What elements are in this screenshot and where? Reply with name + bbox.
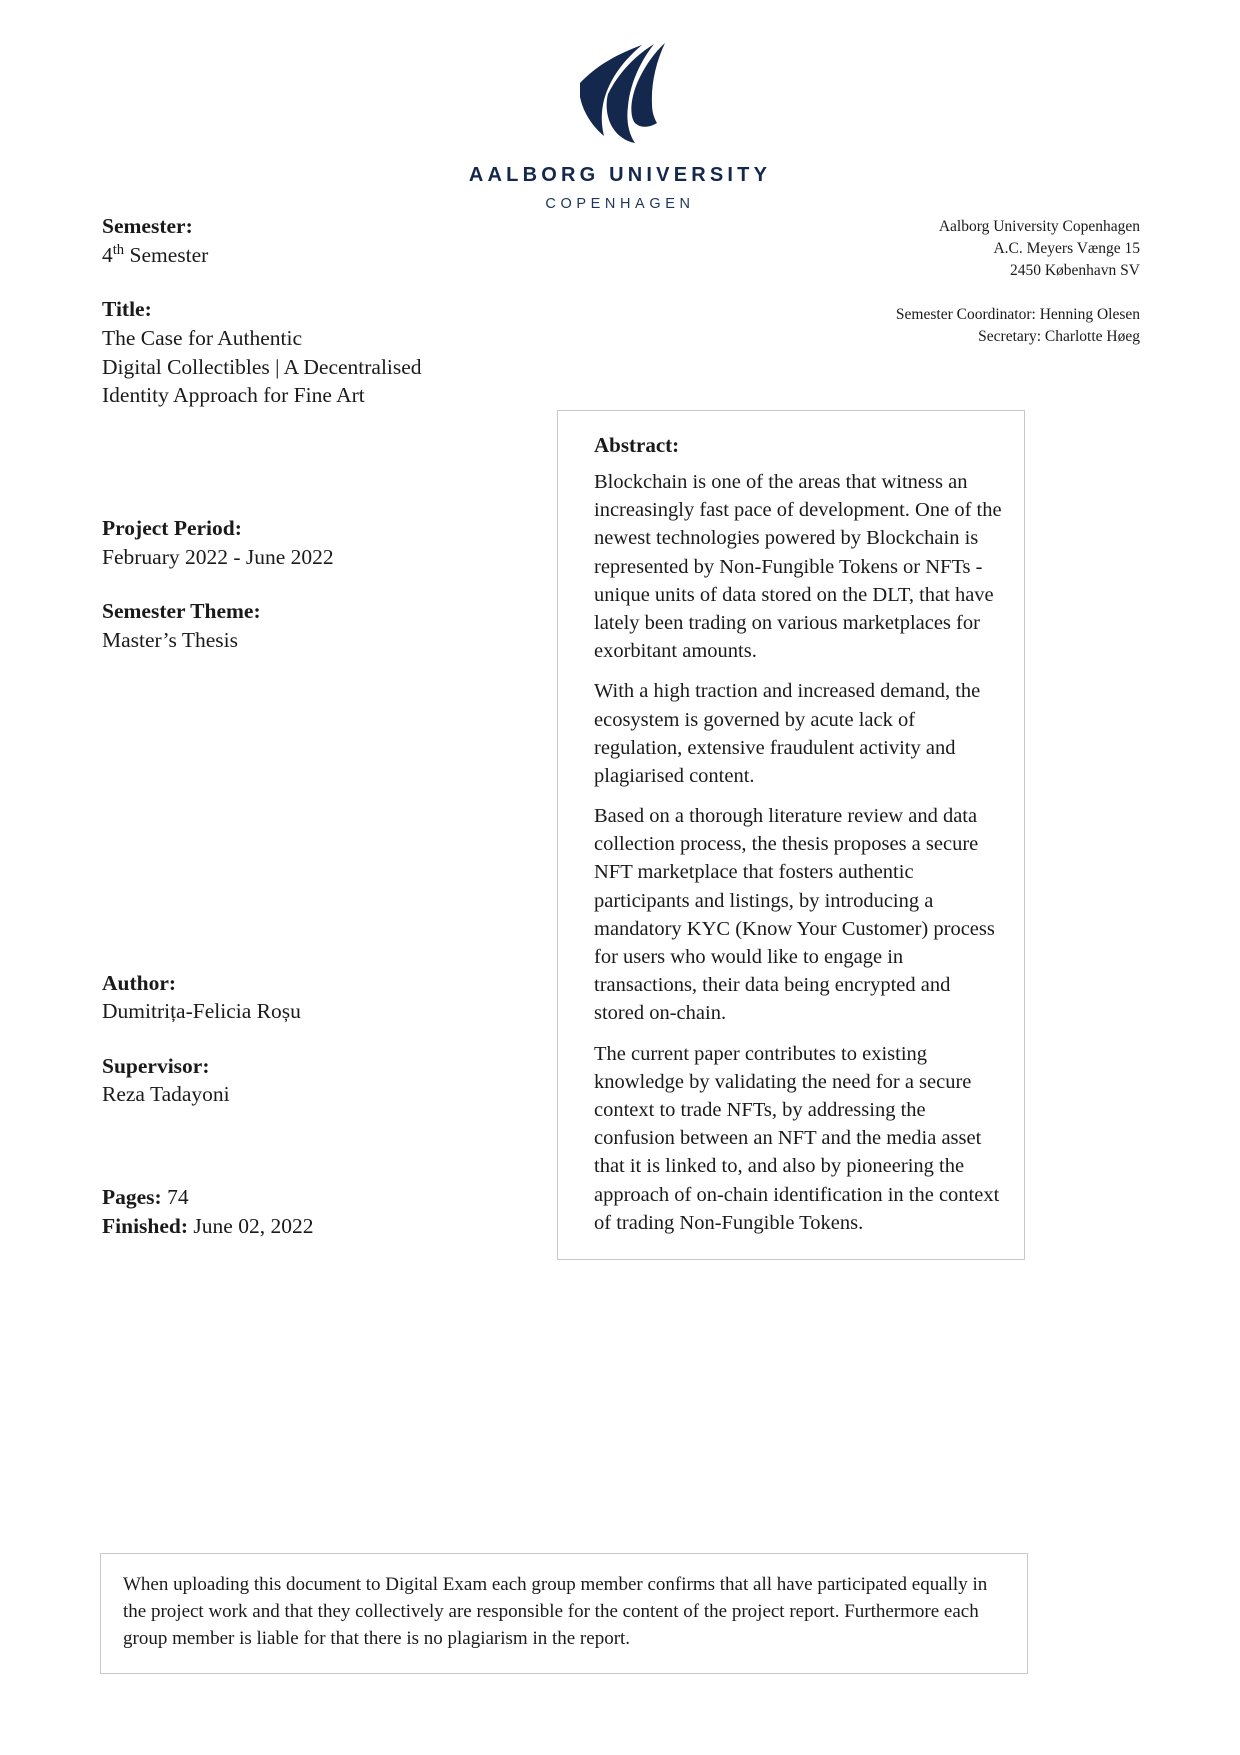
author-group (102, 969, 522, 1026)
semester-theme-group (102, 597, 522, 654)
semester-ordinal-suffix: th (112, 241, 125, 258)
spacer (102, 410, 522, 514)
semester-number: 4 (102, 242, 113, 267)
abstract-paragraph: Blockchain is one of the areas that witness an increasingly fast pace of development. One of the newest technologies powered by Blockchain is represented by Non-Fungible Tokens or NFTs - unique units of data stored on the DLT, that have lately been trading on various marketplaces for exorbitant amounts. (594, 471, 1002, 663)
disclaimer-text: When uploading this document to Digital Exam each group member confirms that all have participated equally in the project work and that they collectively are responsible for the content of the project report. Furthermore each group member is liable for that there is no plagiarism in the report. (123, 1574, 988, 1649)
project-period-group (102, 514, 522, 571)
institution-address-block (720, 216, 1140, 348)
institution-name: Aalborg University Copenhagen (938, 218, 1140, 235)
pages-value: 74 (167, 1184, 189, 1209)
secretary: Secretary: Charlotte Høeg (978, 328, 1140, 345)
title-line-2: Digital Collectibles | A Decentralised (102, 354, 422, 379)
finished-line (102, 1212, 522, 1241)
author-value: Dumitrița-Felicia Roșu (102, 999, 301, 1024)
title-label: Title: (102, 297, 152, 322)
supervisor-label: Supervisor: (102, 1053, 210, 1078)
author-label: Author: (102, 970, 177, 995)
project-metadata-column (102, 212, 522, 1241)
institution-city: 2450 København SV (1009, 262, 1140, 279)
semester-theme-value: Master’s Thesis (102, 627, 238, 652)
semester-word: Semester (124, 242, 209, 267)
spacer (102, 1026, 522, 1052)
supervisor-group (102, 1052, 522, 1109)
spacer (102, 269, 522, 295)
title-line-1: The Case for Authentic (102, 325, 303, 350)
spacer (102, 1109, 522, 1183)
project-period-value: February 2022 - June 2022 (102, 544, 334, 569)
semester-theme-label: Semester Theme: (102, 599, 261, 624)
semester-coordinator: Semester Coordinator: Henning Olesen (895, 306, 1140, 323)
logo-subwordmark: COPENHAGEN (545, 196, 695, 212)
abstract-box (557, 410, 1025, 1260)
pages-label: Pages: (102, 1184, 162, 1209)
plagiarism-disclaimer-box (100, 1553, 1028, 1674)
institution-street: A.C. Meyers Vænge 15 (993, 240, 1140, 257)
spacer (102, 655, 522, 969)
logo-wordmark: AALBORG UNIVERSITY (468, 164, 772, 186)
pages-finished-group (102, 1183, 522, 1241)
supervisor-value: Reza Tadayoni (102, 1082, 230, 1107)
spacer (720, 282, 1140, 304)
finished-value: June 02, 2022 (193, 1214, 314, 1239)
project-period-label: Project Period: (102, 516, 242, 541)
title-line-3: Identity Approach for Fine Art (102, 383, 365, 408)
abstract-heading: Abstract: (594, 433, 680, 457)
finished-label: Finished: (102, 1214, 189, 1239)
abstract-paragraph: The current paper contributes to existing knowledge by validating the need for a secure context to trade NFTs, by addressing the confusion between an NFT and the media asset that it is linked to, and also by pioneering the approach of on-chain identification in the context of trading Non-Fungible Tokens. (594, 1042, 1000, 1234)
semester-group (102, 212, 522, 269)
semester-value (102, 241, 522, 270)
title-group (102, 295, 522, 410)
semester-label: Semester: (102, 214, 193, 238)
spacer (102, 571, 522, 597)
aau-swoosh-logo-icon (568, 42, 672, 150)
abstract-paragraph: With a high traction and increased demand, the ecosystem is governed by acute lack of regulation, extensive fraudulent activity and plagiarised content. (594, 680, 981, 787)
pages-line (102, 1183, 522, 1212)
university-logo-block (0, 42, 1240, 212)
abstract-paragraph: Based on a thorough literature review and data collection process, the thesis proposes a secure NFT marketplace that fosters authentic participants and listings, by introducing a mandatory KYC (Know Your Customer) process for users who would like to engage in transactions, their data being encrypted and stored on-chain. (594, 805, 995, 1025)
